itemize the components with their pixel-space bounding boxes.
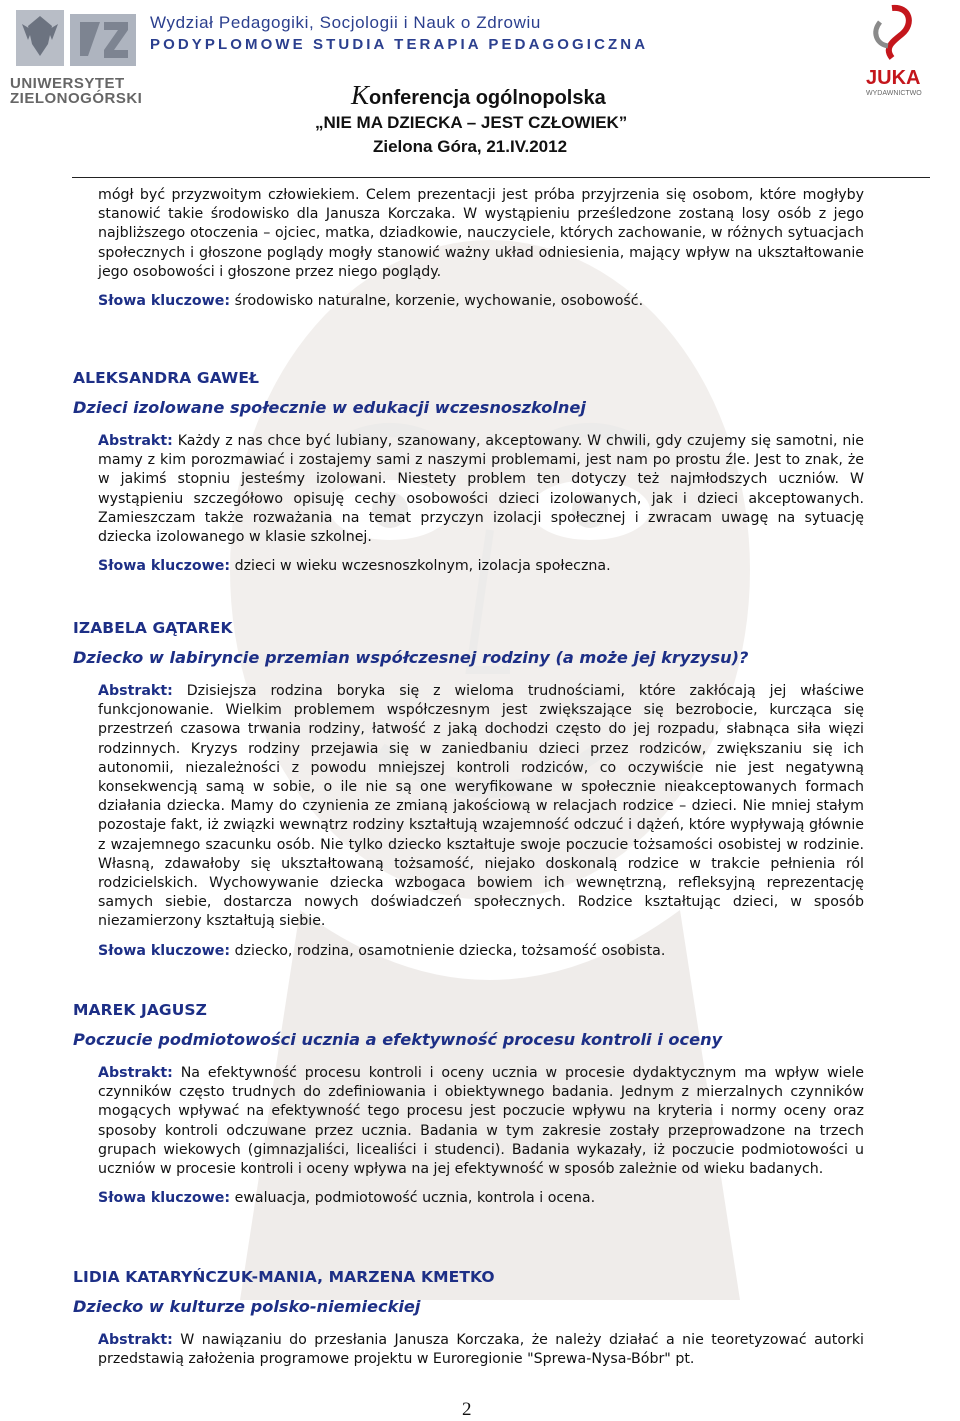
abstract-label: Abstrakt: xyxy=(98,683,173,699)
abstract-block xyxy=(98,432,864,576)
section-keywords xyxy=(98,942,864,961)
author-name: LIDIA KATARYŃCZUK-MANIA, MARZENA KMETKO xyxy=(73,1268,495,1286)
abstract-text: W nawiązaniu do przesłania Janusza Korczaka, że należy działać a nie teoretyzować autorki przedstawią założenia programowe projektu w Euroregionie "Sprewa-Nysa-Bóbr" pt. xyxy=(98,1332,865,1368)
keywords-label: Słowa kluczowe: xyxy=(98,942,231,959)
university-name-line2: ZIELONOGÓRSKI xyxy=(10,90,143,107)
abstract-paragraph xyxy=(98,682,864,932)
intro-paragraph: mógł być przyzwoitym człowiekiem. Celem prezentacji jest próba przyjrzenia się osobom, które mogłyby stanowić takie środowisko dla Janusza Korczaka. W wystąpieniu prześledzone zostaną losy osób z jego najbliższego otoczenia – ojciec, matka, dziadkowie, nauczyciele, których zachowanie, w różnych sytuacjach społecznych i głoszone poglądy mogły stanowić ważny układ odniesienia, mający wpływ na ukształtowanie jego osobowości i głoszone przez niego poglądy. xyxy=(98,187,864,280)
page-header xyxy=(0,0,960,178)
abstract-label: Abstrakt: xyxy=(98,433,173,449)
conference-place-date: Zielona Góra, 21.IV.2012 xyxy=(373,137,568,156)
abstract-section xyxy=(73,1000,865,1208)
abstract-section xyxy=(73,1267,865,1369)
conference-initial: K xyxy=(351,80,370,110)
keywords-text: dzieci w wieku wczesnoszkolnym, izolacja społeczna. xyxy=(234,558,611,575)
intro-block xyxy=(98,186,864,311)
keywords-label: Słowa kluczowe: xyxy=(98,293,231,310)
publisher-logo xyxy=(862,4,930,98)
abstract-label: Abstrakt: xyxy=(98,1065,173,1081)
author-name: MAREK JAGUSZ xyxy=(73,1001,208,1019)
conference-title xyxy=(351,80,606,111)
abstract-paragraph xyxy=(98,1064,864,1179)
conference-motto: „NIE MA DZIECKA – JEST CZŁOWIEK” xyxy=(315,113,628,132)
abstract-text: Każdy z nas chce być lubiany, szanowany, akceptowany. W chwili, gdy czujemy się samotni, nie mamy z kim porozmawiać i zostajemy sami z naszymi problemami, jest nam po prostu źle. Jest to znak, że w jakimś stopniu jesteśmy izolowani. Niestety problem ten dotyczy też najmłodszych uczniów. W wystąpieniu szczegółowo opisuję cechy osobowości dzieci izolowanych, jak i dzieci akceptowanych. Zamieszczam także rozważania na temat przyczyn izolacji społecznej i zwracam uwagę na sytuację dziecka izolowanego w klasie szkolnej. xyxy=(98,433,865,546)
conference-title-rest: onferencja ogólnopolska xyxy=(369,87,606,109)
abstract-block xyxy=(98,1064,864,1208)
studies-name: PODYPLOMOWE STUDIA TERAPIA PEDAGOGICZNA xyxy=(150,36,649,53)
abstract-label: Abstrakt: xyxy=(98,1332,173,1348)
university-name-line1: UNIWERSYTET xyxy=(10,75,125,92)
abstract-text: Na efektywność procesu kontroli i oceny ucznia w procesie dydaktycznym ma wpływ wiele czynników często trudnych do zdefiniowania i obiektywnego badania. Jednym z mierzalnych czynników mogących wpływać na efektywność tego procesu jest poczucie wpływu na kryteria i normy oceny oraz sposoby kontroli odczuwane przez ucznia. Badania w tym zakresie zostały przeprowadzone na trzech grupach wiekowych (gimnazjaliści, licealiści i studenci). Badania wykazały, iż poczucie podmiotowości u uczniów w procesie kontroli i oceny wpływa na jej efektywność w sposób zależnie od wieku badanych. xyxy=(98,1065,865,1178)
talk-title: Dziecko w kulturze polsko-niemieckiej xyxy=(73,1297,421,1316)
abstract-section xyxy=(73,368,865,576)
section-keywords xyxy=(98,557,864,576)
keywords-label: Słowa kluczowe: xyxy=(98,558,231,575)
publisher-sub: WYDAWNICTWO xyxy=(866,90,922,97)
abstract-block xyxy=(98,682,864,961)
keywords-text: środowisko naturalne, korzenie, wychowanie, osobowość. xyxy=(234,293,644,310)
keywords-text: dziecko, rodzina, osamotnienie dziecka, tożsamość osobista. xyxy=(234,942,666,959)
talk-title: Dzieci izolowane społecznie w edukacji wczesnoszkolnej xyxy=(73,398,586,417)
header-divider xyxy=(72,177,930,178)
publisher-name: JUKA xyxy=(866,67,921,89)
abstract-text: Dzisiejsza rodzina boryka się z wieloma trudnościami, które zakłócają jej właściwe funkcjonowanie. Wielkim problemem współczesnym jest zwiększające się bezrobocie, kurcząca się przestrzeń czasowa trwania rodziny, łatwość z jaką dochodzi często do jej rozpadu, słabnąca siła więzi rodzinnych. Kryzys rodziny przejawia się w zaniedbaniu dzieci przez rodziców, zwiększaniu się ich autonomii, niezależności z powodu mniejszej kontroli rodziców, co oczywiście nie jest negatywną konsekwencją samą w sobie, o ile nie są one weryfikowane w społecznie nieakceptowanych formach działania dziecka. Mamy do czynienia ze zmianą jakościową w relacjach rodzice – dzieci. Nie mniej stałym pozostaje fakt, iż związki wewnątrz rodziny kształtują wzajemność odczuć i dążeń, które wypływają głównie z wzajemnego szacunku osób. Nie tylko dziecko kształtuje swoje poczucie tożsamości osobistej w rodzinie. Własną, zdawałoby się ukształtowaną tożsamość, niejako doskonalą rodzice w trakcie pełnienia ról rodzicielskich. Wychowywanie dziecka wzbogaca bowiem ich wewnętrzną, refleksyjną reprezentację samych siebie, dostarcza nowych doświadczeń społecznych. Rodzice kształtując dzieci, w sposób niezamierzony kształtują siebie. xyxy=(98,683,864,930)
intro-keywords xyxy=(98,292,864,311)
abstract-section xyxy=(73,618,865,961)
section-keywords xyxy=(98,1189,864,1208)
faculty-name: Wydział Pedagogiki, Socjologii i Nauk o Zdrowiu xyxy=(150,13,541,32)
author-name: IZABELA GĄTAREK xyxy=(73,619,233,637)
author-name: ALEKSANDRA GAWEŁ xyxy=(73,369,260,387)
keywords-label: Słowa kluczowe: xyxy=(98,1190,231,1207)
keywords-text: ewaluacja, podmiotowość ucznia, kontrola i ocena. xyxy=(234,1190,596,1207)
page-number: 2 xyxy=(462,1399,472,1420)
talk-title: Dziecko w labiryncie przemian współczesnej rodziny (a może jej kryzysu)? xyxy=(73,648,749,667)
abstract-paragraph xyxy=(98,432,864,547)
abstract-paragraph xyxy=(98,1331,864,1369)
university-name xyxy=(10,76,150,106)
abstract-block xyxy=(98,1331,864,1369)
talk-title: Poczucie podmiotowości ucznia a efektywność procesu kontroli i oceny xyxy=(73,1030,723,1049)
